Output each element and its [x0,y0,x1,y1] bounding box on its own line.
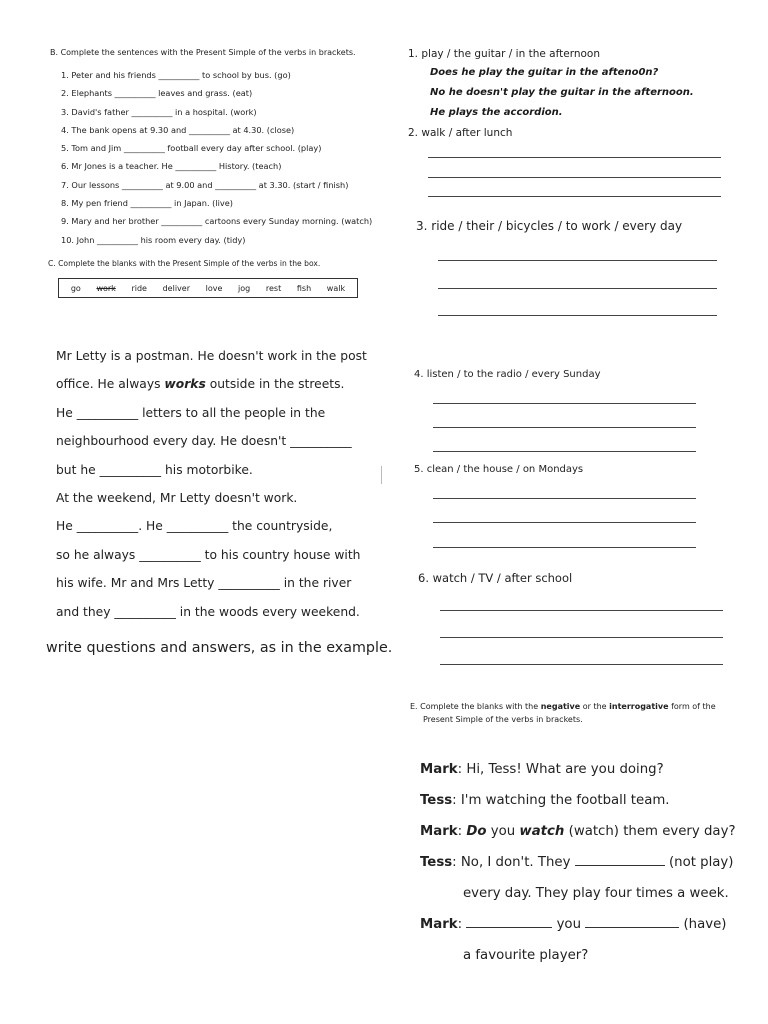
story-line [56,516,386,544]
example-watch: watch [519,824,565,839]
answer-line[interactable] [428,157,721,158]
dialog-line [420,851,736,882]
section-b-item: 1. Peter and his friends __________ to school by bus. (go) [61,70,291,80]
verb-hint: (not play) [668,855,734,870]
answer-line[interactable] [438,260,717,261]
dialog-line [420,758,736,789]
question-3: 3. ride / their / bicycles / to work / every day [416,219,683,233]
word-box-word: walk [326,283,346,293]
story-line [56,460,386,488]
instruction-text: or the [582,702,607,711]
answer-line[interactable] [428,196,721,197]
answer-blank[interactable] [466,915,552,928]
speaker-tess: Tess [420,793,453,808]
dialog-text: : I'm watching the football team. [452,793,670,808]
answer-blank[interactable] [575,853,665,866]
story-line [56,545,386,573]
section-b-item: 10. John __________ his room every day. (tidy) [61,234,246,245]
section-e-instruction [410,700,716,726]
dialog-text: you [556,917,581,932]
story-text: outside in the streets. [205,377,345,392]
section-c-instruction: C. Complete the blanks with the Present Simple of the verbs in the box. [48,259,321,268]
answer-line[interactable] [438,288,717,289]
speaker-mark: Mark [420,762,458,777]
dialog-text: : No, I don't. They [452,855,571,870]
story-line [56,488,386,516]
section-b-item: 8. My pen friend __________ in Japan. (live) [61,198,233,209]
word-box-word-crossed: work [96,283,116,293]
instruction-text: Present Simple of the verbs in brackets. [423,715,583,724]
answer-line[interactable] [433,547,696,548]
dialog-text: : Hi, Tess! What are you doing? [457,762,664,777]
example-question: Does he play the guitar in the afteno0n? [430,67,659,78]
section-b-item: 2. Elephants __________ leaves and grass. (eat) [61,88,253,99]
dialog-line [420,944,736,975]
dialog-text: every day. They play four times a week. [463,886,729,901]
answer-line[interactable] [440,637,723,638]
section-b-item: 4. The bank opens at 9.30 and __________ at 4.30. (close) [61,124,295,135]
word-box [58,278,358,298]
example-negative-answer: No he doesn't play the guitar in the afternoon. [430,87,694,98]
section-d-instruction: write questions and answers, as in the example. [46,640,393,656]
divider [381,466,382,484]
story-text: his wife. Mr and Mrs Letty __________ in the river [56,576,352,591]
word-box-word: go [70,283,81,293]
question-6: 6. watch / TV / after school [418,571,573,585]
story-line [56,573,386,601]
story-text: He __________. He __________ the countryside, [56,519,333,534]
story-text: office. He always [56,377,165,392]
speaker-tess: Tess [420,855,453,870]
answer-line[interactable] [440,610,723,611]
example-answer: works [164,377,206,392]
dialog-text: (watch) them every day? [568,824,736,839]
dialog-line [420,789,736,820]
section-b-item: 6. Mr Jones is a teacher. He __________ History. (teach) [61,161,282,172]
section-b-list [61,66,372,249]
verb-hint: (have) [683,917,727,932]
speaker-mark: Mark [420,917,458,932]
instruction-interrogative: interrogative [609,702,669,711]
instruction-text: E. Complete the blanks with the [410,702,539,711]
dialog-text: you [490,824,516,839]
answer-line[interactable] [433,522,696,523]
word-box-word: ride [131,283,147,293]
word-box-word: deliver [162,283,190,293]
story-line [56,374,386,402]
word-box-word: love [205,283,223,293]
instruction-text: form of the [671,702,716,711]
dialog-line: Mark: you (have) [420,917,727,932]
speaker-mark: Mark [420,824,458,839]
dialog-line: Mark: Do you watch (watch) them every day? [420,824,736,839]
story-text: neighbourhood every day. He doesn't __________ [56,434,352,449]
answer-line[interactable] [433,427,696,428]
story-paragraph [56,346,386,630]
section-b-item: 5. Tom and Jim __________ football every day after school. (play) [61,143,322,154]
story-line [56,403,386,431]
answer-line[interactable] [438,315,717,316]
story-text: Mr Letty is a postman. He doesn't work in the post [56,349,367,363]
story-text: At the weekend, Mr Letty doesn't work. [56,490,298,505]
section-b-item: 9. Mary and her brother __________ cartoons every Sunday morning. (watch) [61,216,373,227]
word-box-word: jog [238,283,251,293]
word-box-word: rest [265,283,282,293]
instruction-negative: negative [540,702,581,711]
dialog [420,758,736,975]
example-do: Do [466,824,487,839]
story-line [56,346,386,374]
answer-line[interactable] [433,451,696,452]
story-text: so he always __________ to his country house with [56,547,361,562]
question-5: 5. clean / the house / on Mondays [414,464,584,475]
section-b-item: 3. David's father __________ in a hospital. (work) [61,106,257,117]
answer-line[interactable] [433,403,696,404]
section-b-instruction: B. Complete the sentences with the Present Simple of the verbs in brackets. [50,48,356,57]
question-1: 1. play / the guitar / in the afternoon [408,48,600,60]
answer-blank[interactable] [585,915,679,928]
dialog-line [420,882,736,913]
answer-line[interactable] [428,177,721,178]
word-box-word: fish [296,283,312,293]
story-line [56,602,386,630]
question-2: 2. walk / after lunch [408,127,513,139]
answer-line[interactable] [440,664,723,665]
section-b-item: 7. Our lessons __________ at 9.00 and __________ at 3.30. (start / finish) [61,179,349,190]
question-4: 4. listen / to the radio / every Sunday [414,369,601,380]
dialog-text: a favourite player? [463,948,589,963]
story-text: and they __________ in the woods every weekend. [56,604,360,619]
example-answer: He plays the accordion. [430,107,563,118]
story-text: but he __________ his motorbike. [56,462,253,477]
story-line [56,431,386,459]
story-text: He __________ letters to all the people in the [56,405,326,420]
answer-line[interactable] [433,498,696,499]
